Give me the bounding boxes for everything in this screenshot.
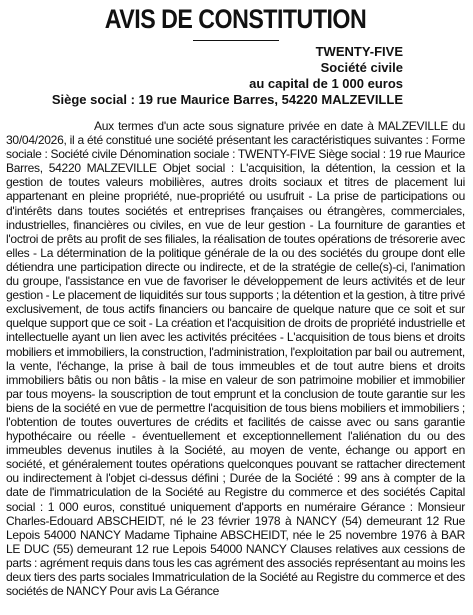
notice-body: [6, 119, 465, 598]
registered-office: Siège social : 19 rue Maurice Barres, 54220 MALZEVILLE: [51, 92, 403, 107]
company-capital: au capital de 1 000 euros: [249, 76, 403, 91]
company-form: Société civile: [320, 60, 403, 75]
notice-title: AVIS DE CONSTITUTION: [104, 4, 367, 34]
title-divider: [193, 40, 279, 41]
notice-body-text: Aux termes d'un acte sous signature privée en date à MALZEVILLE du 30/04/2026, il a été constitué une société présentant les caractéristiques suivantes : Forme sociale : Société civile Dénomination sociale : TWENTY-FIVE Siège social : 19 rue Maurice Barres, 54220 MALZEVILLE Objet social : L'acquisition, la détention, la cession et la gestion de toutes valeurs mobilières, autres droits sociaux et titres de placement lui appartenant en pleine propriété, nue-propriété ou usufruit - La prise de participations ou d'intérêts dans toutes sociétés et entreprises françaises ou étrangères, commerciales, industrielles, financières ou civiles, en vue de leur gestion - La fourniture de garanties et l'octroi de prêts au profit de ses filiales, la réalisation de toutes opérations de trésorerie avec elles - La détermination de la politique générale de la ou des sociétés du groupe dont elle détiendra une participation directe ou indirecte, et de la stratégie de celle(s)-ci, l'animation du groupe, l'assistance en vue de favoriser le développement de leurs activités et de leur gestion - Le placement de liquidités sur tous supports ; la détention et la gestion, à titre privé exclusivement, de tous actifs financiers ou bancaire de quelque nature que ce soit et sur quelque support que ce soit - La création et l'acquisition de droits de propriété industrielle et intellectuelle ayant un lien avec les activités précitées - L'acquisition de tous biens et droits mobiliers et immobiliers, la construction, l'administration, l'exploitation par bail ou autrement, la vente, l'échange, la prise à bail de tous immeubles et de tout autre biens et droits immobiliers bâtis ou non bâtis - la mise en valeur de son patrimoine mobilier et immobilier par tous moyens- la souscription de tout emprunt et la conclusion de toute garantie sur les biens de la société en vue de permettre l'acquisition de tous biens mobiliers et immobiliers ; l'obtention de toutes ouvertures de crédits et facilités de caisse avec ou sans garantie hypothécaire ou réelle - éventuellement et exceptionnellement l'aliénation du ou des immeubles devenus inutiles à la Société, au moyen de vente, échange ou apport en société, et généralement toutes opérations quelconques pouvant se rattacher directement ou indirectement à l'objet ci-dessus défini ; Durée de la Société : 99 ans à compter de la date de l'immatriculation de la Société au Registre du commerce et des sociétés Capital social : 1 000 euros, constitué uniquement d'apports en numéraire Gérance : Monsieur Charles-Edouard ABSCHEIDT, né le 23 février 1978 à NANCY (54) demeurant 12 Rue Lepois 54000 NANCY Madame Tiphaine ABSCHEIDT, née le 25 novembre 1976 à BAR LE DUC (55) demeurant 12 rue Lepois 54000 NANCY Clauses relatives aux cessions de parts : agrément requis dans tous les cas agrément des associés représentant au moins les deux tiers des parts sociales Immatriculation de la Société au Registre du commerce et des sociétés de NANCY Pour avis La Gérance: [6, 119, 465, 599]
company-header: [6, 44, 465, 108]
company-name: TWENTY-FIVE: [315, 44, 403, 59]
